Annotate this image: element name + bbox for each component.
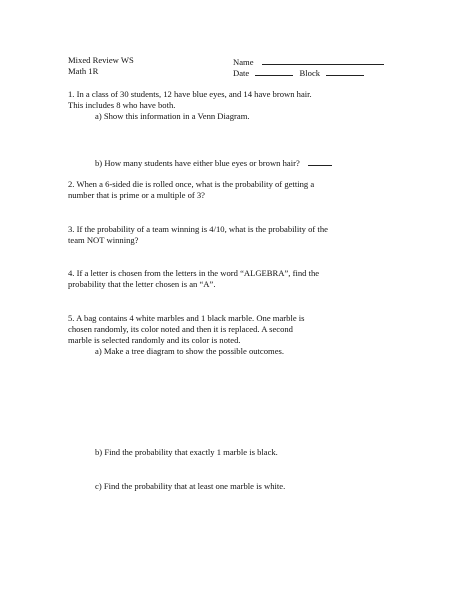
question-1b-text: How many students have either blue eyes or brown hair? [104,158,300,168]
date-blank[interactable] [255,66,293,76]
question-5-number: 5. [68,313,75,323]
block-blank[interactable] [326,66,364,76]
question-5a-text: Make a tree diagram to show the possible outcomes. [103,346,285,356]
question-4-text-1: If a letter is chosen from the letters in the word “ALGEBRA”, find the [76,268,320,278]
question-4-text-2: probability that the letter chosen is an “A”. [68,279,216,289]
question-1-text-2: This includes 8 who have both. [68,100,176,110]
question-1b-label: b) [95,158,103,168]
question-3-text-2: team NOT winning? [68,235,139,245]
question-2-line-1 [68,179,314,190]
question-5c-label: c) [95,481,102,491]
question-2-number: 2. [68,179,75,189]
question-1-line-1 [68,89,312,100]
class-name: Math 1R [68,66,99,76]
question-2-text-2: number that is prime or a multiple of 3? [68,190,205,200]
question-1-number: 1. [68,89,75,99]
question-5a-label: a) [95,346,102,356]
question-5c [95,481,285,492]
question-5-text-1: A bag contains 4 white marbles and 1 black marble. One marble is [76,313,305,323]
question-5a [95,346,284,357]
question-5b-text: Find the probability that exactly 1 marble is black. [104,447,278,457]
worksheet-title: Mixed Review WS [68,55,134,65]
question-1b-answer-blank[interactable] [308,156,332,166]
question-3-line-1 [68,224,328,235]
question-1a [95,111,250,122]
name-label: Name [233,57,254,67]
question-1a-text: Show this information in a Venn Diagram. [103,111,250,121]
question-5b [95,447,278,458]
question-1-text-1: In a class of 30 students, 12 have blue eyes, and 14 have brown hair. [76,89,312,99]
question-1b [95,156,332,169]
date-label: Date [233,68,250,78]
question-1a-label: a) [95,111,102,121]
question-5-text-3: marble is selected randomly and its color is noted. [68,335,241,345]
question-4-number: 4. [68,268,75,278]
question-5b-label: b) [95,447,103,457]
question-5c-text: Find the probability that at least one marble is white. [103,481,286,491]
question-5-text-2: chosen randomly, its color noted and then it is replaced. A second [68,324,293,334]
question-2-text-1: When a 6-sided die is rolled once, what is the probability of getting a [76,179,315,189]
question-3-number: 3. [68,224,75,234]
question-4-line-1 [68,268,319,279]
name-blank[interactable] [262,55,384,65]
question-5-line-1 [68,313,305,324]
question-3-text-1: If the probability of a team winning is 4/10, what is the probability of the [76,224,328,234]
date-block-field[interactable] [233,66,364,79]
block-label: Block [299,68,321,78]
